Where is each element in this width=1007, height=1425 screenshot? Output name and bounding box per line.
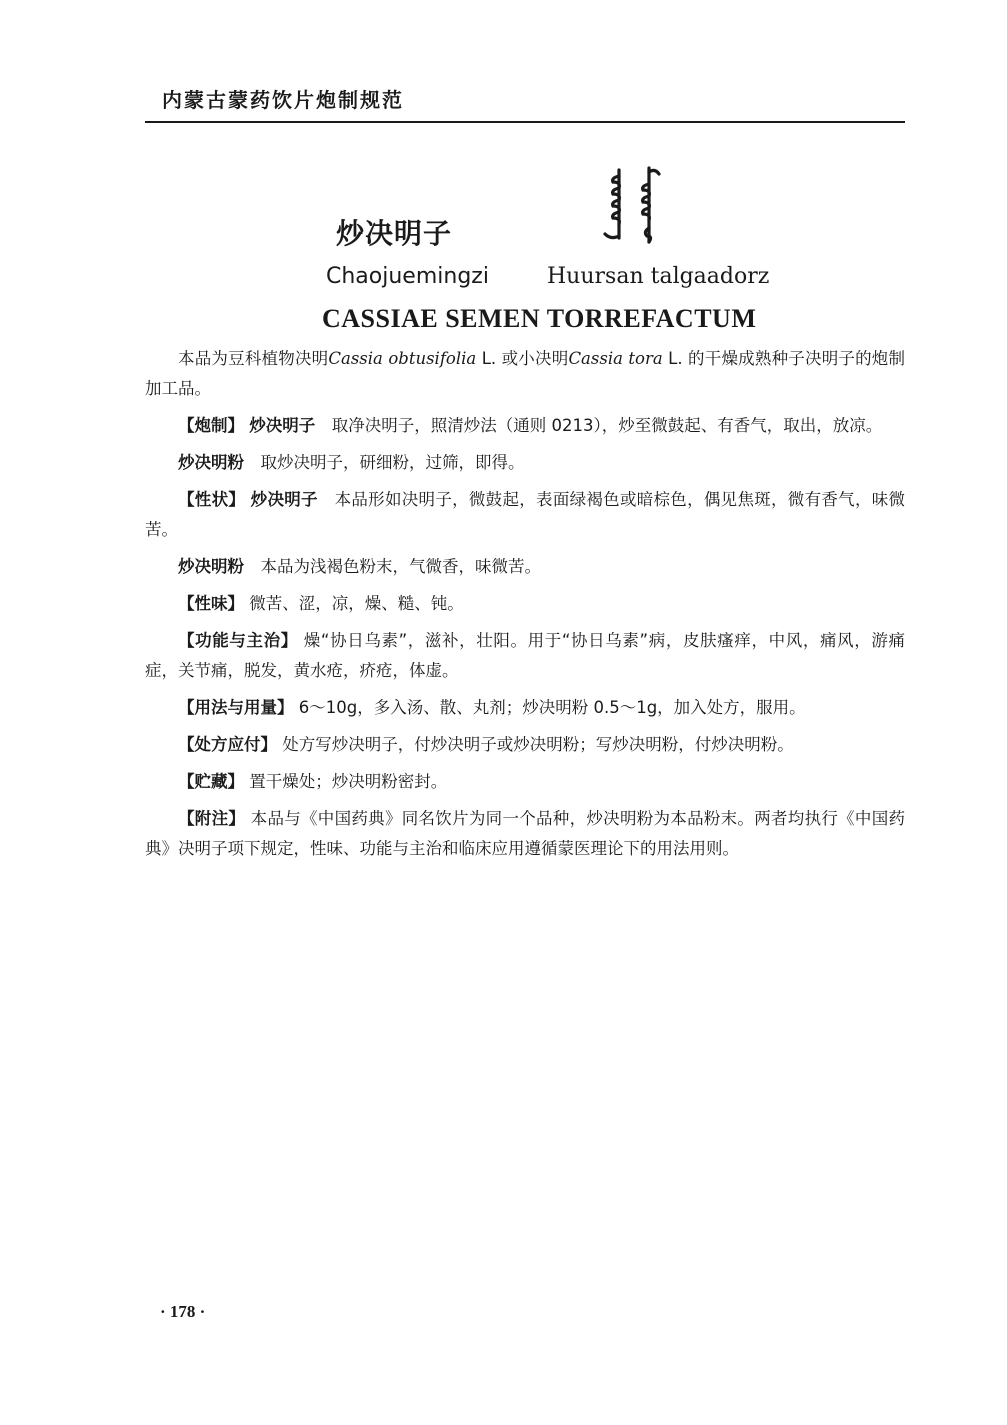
character-section: 【性状】 炒决明子 本品形如决明子，微鼓起，表面绿褐色或暗棕色，偶见焦斑，微有香气，味微苦。: [145, 490, 906, 539]
intro-paragraph: 本品为豆科植物决明Cassia obtusifolia L. 或小决明Cassia tora L. 的干燥成熟种子决明子的炮制加工品。: [145, 349, 906, 398]
character-powder: 炒决明粉 本品为浅褐色粉末，气微香，味微苦。: [178, 557, 541, 576]
latin-name: CASSIAE SEMEN TORREFACTUM: [322, 304, 757, 333]
page-number: · 178 ·: [160, 1302, 206, 1321]
processing-section: 【炮制】 炒决明子 取净决明子，照清炒法（通则 0213），炒至微鼓起、有香气，取出，放凉。: [178, 416, 883, 435]
storage-section: 【贮藏】 置干燥处；炒决明粉密封。: [178, 772, 448, 791]
monograph-body: [145, 344, 905, 871]
running-head: 内蒙古蒙药饮片炮制规范: [162, 88, 404, 112]
title-chinese: 炒决明子: [336, 217, 453, 250]
processing-powder: 炒决明粉 取炒决明子，研细粉，过筛，即得。: [178, 453, 525, 472]
processing-label: 【炮制】: [178, 416, 244, 435]
function-section: 【功能与主治】 燥“协日乌素”，滋补，壮阳。用于“协日乌素”病，皮肤瘙痒，中风，痛风，游痛症，关节痛，脱发，黄水疮，疥疮，体虚。: [145, 631, 905, 680]
mongolian-script-title: [597, 166, 677, 246]
note-section: 【附注】 本品与《中国药典》同名饮片为同一个品种，炒决明粉为本品粉末。两者均执行《中国药典》决明子项下规定，性味、功能与主治和临床应用遵循蒙医理论下的用法用则。: [145, 809, 905, 858]
usage-section: 【用法与用量】 6～10g，多入汤、散、丸剂；炒决明粉 0.5～1g，加入处方，服用。: [178, 698, 806, 717]
pinyin-name: Chaojuemingzi: [326, 264, 489, 289]
taste-section: 【性味】 微苦、涩，凉，燥、糙、钝。: [178, 594, 464, 613]
mongolian-transliteration: Huursan talgaadorz: [547, 264, 770, 289]
character-label: 【性状】: [178, 490, 246, 509]
header-rule: [145, 121, 905, 123]
prescription-section: 【处方应付】 处方写炒决明子，付炒决明子或炒决明粉；写炒决明粉，付炒决明粉。: [178, 735, 794, 754]
